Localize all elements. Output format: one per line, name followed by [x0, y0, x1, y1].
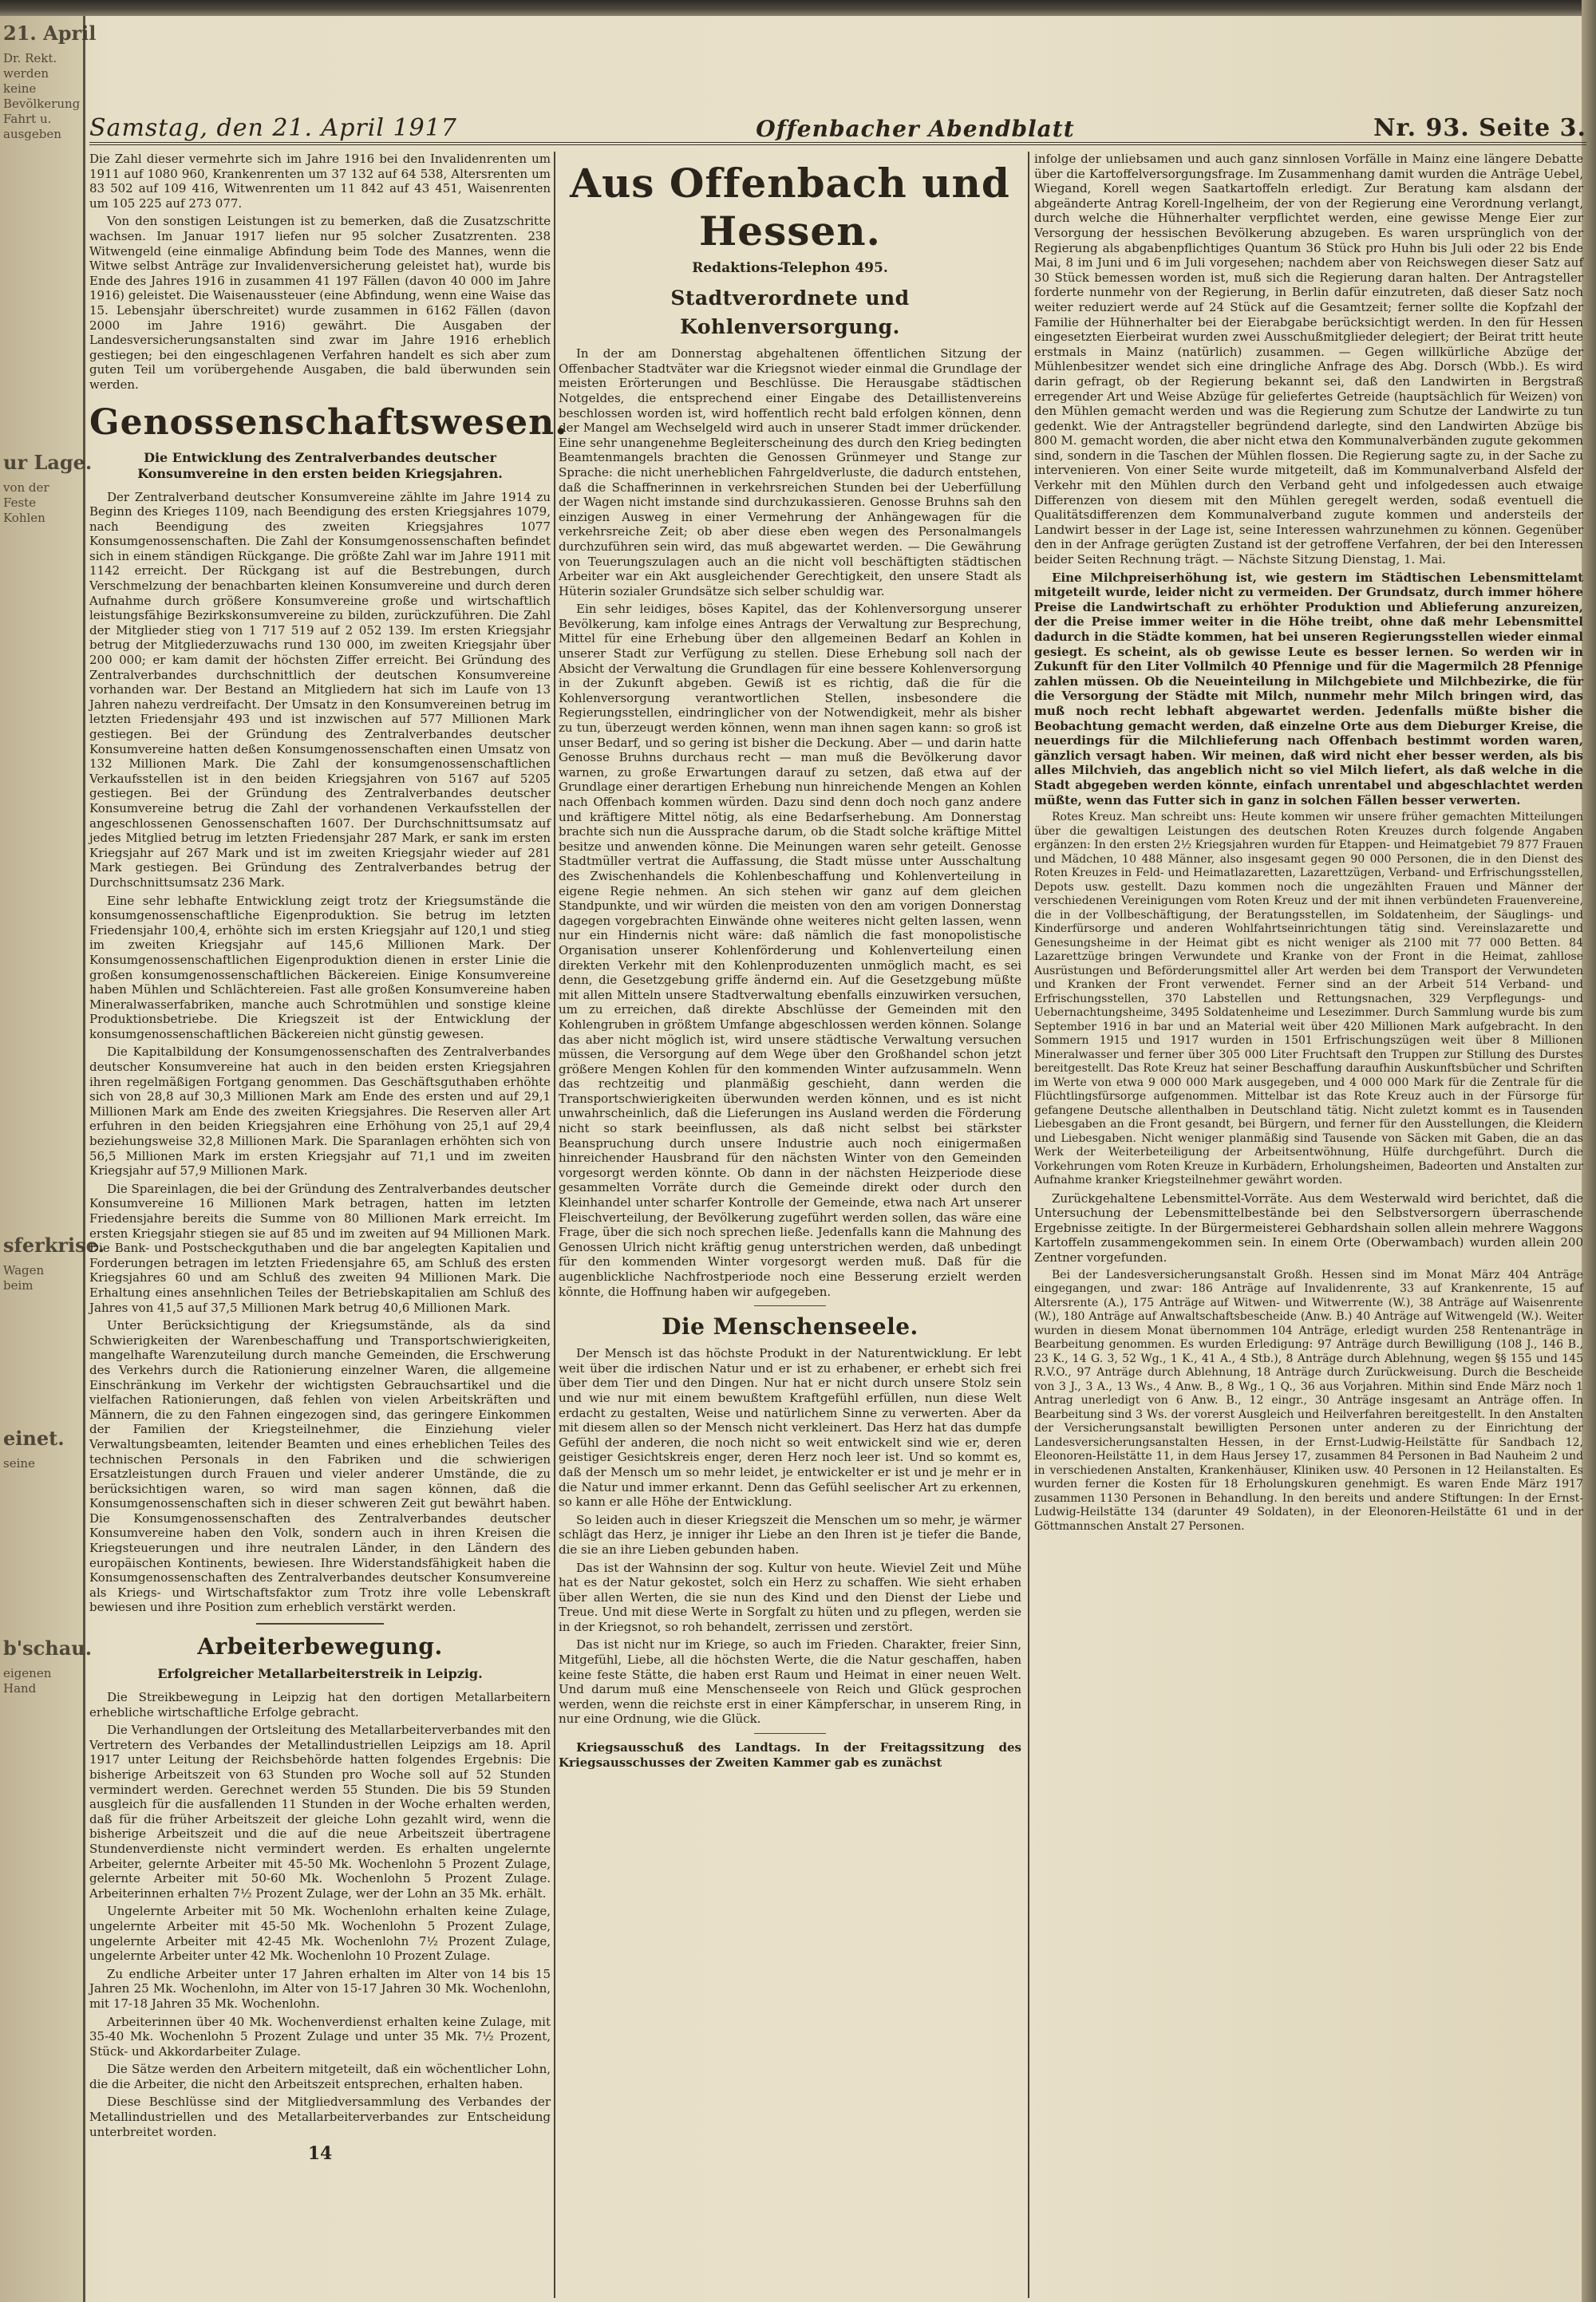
fragment-line: eigenen — [3, 1666, 52, 1680]
fragment-line: Kohlen — [3, 511, 45, 525]
scan-binding-edge — [1582, 0, 1596, 2302]
article-paragraph: Eine Milchpreiserhöhung ist, wie gestern im Städtischen Lebensmittelamt mitgeteilt wurde, leider nicht zu vermeiden. Der Grundsatz, durch immer höhere Preise die Landwirtschaft zu erhöhter Produktion und Ablieferung anzureizen, der die Preise immer weiter in die Höhe treibt, ohne daß mehr Lebensmittel dadurch in die Städte kommen, hat bei unseren Regierungsstellen wieder einmal gesiegt. Es scheint, als ob gewisse Leute es besser lernen. So werden wir in Zukunft für den Liter Vollmilch 40 Pfennige und für die Magermilch 28 Pfennige zahlen müssen. Ob die Neueinteilung in Milchgebiete und Milchbezirke, die für die Versorgung der Städte mit Milch, nunmehr mehr Milch bringen wird, das muß noch recht lebhaft abgewartet werden. Jedenfalls müßte bisher die Beobachtung gemacht werden, daß einzelne Orte aus dem Dieburger Kreise, die neuerdings für die Milchlieferung nach Offenbach bestimmt worden waren, gänzlich versagt haben. Wir meinen, daß wird nicht eher besser werden, als bis alles Milchvieh, das angeblich nicht so viel Milch liefert, als daß welche in die Stadt abgegeben werden könnte, einfach unrentabel und abgeschlachtet werden müßte, wenn das Futter sich in ganz in solchen Fällen besser verwerten. — [1034, 570, 1583, 807]
article-paragraph: Ein sehr leidiges, böses Kapitel, das der Kohlenversorgung unserer Bevölkerung, kam infolge eines Antrags der Verwaltung zur Besprechung, Mittel für eine Erhebung über den allgemeinen Bedarf an Kohlen in unserer Stadt zur Verfügung zu stellen. Diese Erhebung soll nach der Absicht der Verwaltung die Grundlagen für eine bessere Kohlenversorgung in der Zukunft abgeben. Gewiß ist es richtig, daß die für die Kohlenversorgung verantwortlichen Stellen, insbesondere die Regierungsstellen, eindringlicher von der Notwendigkeit, mehr als bisher zu tun, überzeugt werden können, wenn man ihnen sagen kann: so groß ist unser Bedarf, und so gering ist bisher die Deckung. Aber — und darin hatte Genosse Bruhns durchaus recht — man muß die Bevölkerung davor warnen, zu große Erwartungen darauf zu setzen, daß etwa auf der Grundlage einer derartigen Erhebung nun hinreichende Mengen an Kohlen nach Offenbach kommen würden. Dazu sind denn doch noch ganz andere und kräftigere Mittel nötig, als eine Bedarfserhebung. Am Donnerstag brachte sich nun die Aussprache darum, ob die Stadt solche kräftige Mittel besitze und anwenden könne. Die Meinungen waren sehr geteilt. Genosse Stadtmüller vertrat die Auffassung, die Stadt müsse unter Ausschaltung des Zwischenhandels die Kohlenbeschaffung und Kohlenverteilung in eigene Regie nehmen. An sich stehen wir ganz auf dem gleichen Standpunkte, und wir würden die meisten von den am vorigen Donnerstag dagegen vorgebrachten Einwände ohne weiteres nicht gelten lassen, wenn nur ein Hindernis nicht wäre: daß nämlich die fast monopolistische Organisation unserer Kohlenförderung und Kohlenverteilung einen direkten Verkehr mit den Kohlenproduzenten unmöglich macht, es sei denn, die Gesetzgebung griffe ändernd ein. Auf die Gesetzgebung müßte mit allen Mitteln unsere Stadtverwaltung ebenfalls einzuwirken versuchen, um zu erreichen, daß direkte Abschlüsse der Gemeinden mit den Kohlengruben in größtem Umfange abgeschlossen werden können. Solange das aber nicht möglich ist, wird unsere städtische Verwaltung versuchen müssen, die Versorgung auf dem Wege über den Großhandel schon jetzt größere Mengen Kohlen für den kommenden Winter aufzusammeln. Wenn das rechtzeitig und planmäßig geschieht, dann werden die Transportschwierigkeiten überwunden werden können, und es ist nicht unwahrscheinlich, daß die Lieferungen ins Ausland werden die Förderung nicht so stark beeinflussen, als daß nicht selbst bei stärkster Beanspruchung durch unsere Industrie auch noch einigermaßen hinreichender Hausbrand für den nächsten Winter von den Gemeinden vorgesorgt werden könnte. Ob dann in der nächsten Heizperiode diese gesammelten Vorräte durch die Gemeinde direkt oder durch den Kleinhandel unter scharfer Kontrolle der Gemeinde, etwa nach Art unserer Fleischverteilung, der Bevölkerung zugeführt werden sollen, das wäre eine Frage, über die sich noch sprechen ließe. Jedenfalls kann die Mahnung des Genossen Ulrich nicht kräftig genug unterstrichen werden, daß unbedingt für den kommenden Winter vorgesorgt werden muß. Daß für die augenblickliche Nachfrostperiode noch eine Besserung erzielt werden könnte, die Hoffnung haben wir aufgegeben. — [559, 602, 1021, 1299]
scan-top-edge — [0, 0, 1596, 16]
article-heading: Stadtverordnete und Kohlenversorgung. — [670, 286, 910, 339]
article-heading: Die Menschenseele. — [662, 1313, 918, 1341]
fragment-header: 21. April — [3, 22, 97, 45]
article-paragraph: Bei der Landesversicherungsanstalt Großh. Hessen sind im Monat März 404 Anträge eingegangen, und zwar: 186 Anträge auf Invalidenrente, 33 auf Krankenrente, 15 auf Altersrente (A.), 175 Anträge auf Witwen- und Witwerrente (W.), 38 Anträge auf Waisenrente (W.), 180 Anträge auf Anwaltschaftsbescheide (Anw. B.) 40 Anträge auf Witwengeld (W.). Weiter wurden in diesem Monat übernommen 104 Anträge, erledigt wurden 258 Rentenanträge in Bearbeitung genommen. Es wurden Erledigung: 97 Anträge durch Bewilligung (108 J., 146 B., 23 K., 14 G. 3, 52 Wg., 1 K., 41 A., 4 Stb.), 8 Anträge durch Ablehnung, wegen §§ 155 und 145 R.V.O., 97 Anträge durch Ablehnung, 18 Anträge durch Zurückweisung. Durch die Bescheide von 3 J., 3 A., 13 Ws., 4 Anw. B., 8 Wg., 1 Q., 36 aus Vorjahren. Mithin sind Ende März noch 1 Antrag unerledigt von 6 Anw. B., 12 eingr., 30 Anträge insgesamt an Anträge offen. In Bearbeitung sind 3 Ws. der vorerst Ausgleich und Heilverfahren bereitgestellt. In den Anstalten der Versicherungsanstalt bewilligten Personen unter anderen zu der Einrichtung der Landesversicherungsanstalten Hessen, in der Ernst-Ludwig-Heilstätte für Sandbach 12, Eleonoren-Heilstätte 11, in dem Haus Jersey 17, zusammen 84 Personen in Bad Nauheim 2 und in verschiedenen Anstalten, Krankenhäuser, Kliniken usw. 40 Personen in 12 Heilanstalten. Es wurden ferner die Kosten für 18 Erholungskuren genehmigt. Es waren Ende März 1917 zusammen 1130 Personen in Behandlung. In den bereits und andere Stiftungen: In der Ernst-Ludwig-Heilstätte 134 (darunter 49 Soldaten), in der Eleonoren-Heilstätte 61 und in der Göttmannschen Anstalt 27 Personen. — [1034, 1268, 1583, 1533]
column-footer-mark: 14 — [307, 2143, 333, 2165]
article-paragraph: Rotes Kreuz. Man schreibt uns: Heute kommen wir unsere früher gemachten Mitteilungen über die gewaltigen Leistungen des deutschen Roten Kreuzes durch folgende Angaben ergänzen: In den ersten 2½ Kriegsjahren wurden für Etappen- und Heimatgebiet 79 877 Frauen und Mädchen, 10 488 Männer, also insgesamt gegen 90 000 Personen, die in den Dienst des Roten Kreuzes in Feld- und Heimatlazaretten, Lazarettzügen, Verband- und Erfrischungsstellen, Depots usw. gestellt. Dazu kommen noch die ungezählten Frauen und Männer der verschiedenen Vereinigungen vom Roten Kreuz und der mit ihnen verbündeten Frauenvereine, die in der Vollbeschäftigung, der Beratungsstellen, im Soldatenheim, der Säuglings- und Kinderfürsorge und anderen Wohlfahrtseinrichtungen tätig sind. Vereinslazarette und Genesungsheime in der Heimat gibt es nicht weniger als 2100 mit 77 000 Betten. 84 Lazarettzüge bringen Verwundete und Kranke von der Front in die Heimat, zahllose Ausrüstungen und Beförderungsmittel aller Art werden bei dem Transport der Verwundeten und Kranken der Front verwendet. Ferner sind an der Arbeit 514 Verband- und Erfrischungsstellen, 370 Labstellen und Rettungsnachen, 329 Verpflegungs- und Uebernachtungsheime, 3495 Soldatenheime und Lesezimmer. Durch Sammlung wurde bis zum September 1916 in bar und an Material weit über 420 Millionen Mark aufgebracht. In den Sommern 1915 und 1917 wurden in 1501 Erfrischungszügen weit über 8 Millionen Mineralwasser und ferner über 305 000 Liter Fruchtsaft den Truppen zur Stillung des Durstes bereitgestellt. Das Rote Kreuz hat seiner Beschaffung daraufhin Auskunftsbücher und Schriften im Werte von etwa 9 000 000 Mark ausgegeben, und 4 000 000 Mark für die Zentrale für die Flüchtlingsfürsorge aufgenommen. Mittelbar ist das Rote Kreuz auch in der Fürsorge für gefangene Deutsche allenthalben in Deutschland tätig. Nicht zuletzt kommt es in Tausenden Liebesgaben an die Front gesandt, bei Bürgern, und ferner für den Ausstellungen, die Kleidern und Liebesgaben. Nicht weniger planmäßig sind Tausende von Säcken mit Gaben, die an das Werk der Weiterbeteiligung der Arbeitsentwöhnung, Hülfe durchgeführt. Durch die Vorkehrungen vom Roten Kreuze in Kurbädern, Erholungsheimen, Badeorten und Anstalten zur Aufnahme kranker Kriegsteilnehmer gewährt worden. — [1034, 811, 1583, 1187]
column-rule — [1028, 152, 1029, 2298]
fragment-heading: b'schau. — [3, 1637, 93, 1660]
article-paragraph: Arbeiterinnen über 40 Mk. Wochenverdienst erhalten keine Zulage, mit 35-40 Mk. Wochenlohn 5 Prozent Zulage und unter 35 Mk. 7½ Prozent, Stück- und Akkordarbeiter Zulage. — [89, 2014, 551, 2059]
page-masthead — [89, 107, 1586, 145]
section-divider — [754, 1305, 826, 1306]
fragment-line: keine — [3, 81, 37, 96]
article-paragraph: Kriegsausschuß des Landtags. In der Freitagssitzung des Kriegsausschusses der Zweiten Kammer gab es zunächst — [559, 1740, 1021, 1770]
article-subheading: Erfolgreicher Metallarbeiterstreik in Leipzig. — [157, 1666, 483, 1682]
article-paragraph: Die Sätze werden den Arbeitern mitgeteilt, daß ein wöchentlicher Lohn, die die Arbeiter, die nicht den Arbeitszeit entsprechen, erhalten haben. — [89, 2062, 551, 2091]
article-paragraph: Unter Berücksichtigung der Kriegsumstände, als da sind Schwierigkeiten der Warenbeschaffung und Transportschwierigkeiten, mangelhafte Warenzuteilung durch manche Gemeinden, die Erschwerung des Verkehrs durch die Rationierung einzelner Waren, die allgemeine Einschränkung im Verkehr der wichtigsten Gebrauchsartikel und die vielfachen Rationierungen, daß fehlen von vielen Arbeitskräften und Männern, die zu den Fahnen eingezogen sind, das geringere Einkommen der Familien der Kriegsteilnehmer, die Einziehung vieler Verwaltungsbeamten, leitender Beamten und eines erheblichen Teiles des technischen Personals in den Fabriken und die schwierigen Ersatzleistungen durch Frauen und vieler anderer Umstände, die zu berücksichtigen waren, so wird man sagen können, daß die Konsumgenossenschaften sich in dieser schweren Zeit gut bewährt haben. Die Konsumgenossenschaften des Zentralverbandes deutscher Konsumvereine haben den Volk, sondern auch in ihren Kreisen die Kriegsteuerungen und ihre neutralen Länder, in den Ländern des europäischen Kontinents, bewiesen. Ihre Widerstandsfähigkeit haben die Konsumgenossenschaften des Zentralverbandes deutscher Konsumvereine als Kriegs- und Wirtschaftsfaktor zum Trotz ihre volle Lebenskraft bewiesen und ihre Position zum erheblich verstärkt werden. — [89, 1318, 551, 1615]
article-paragraph: Der Zentralverband deutscher Konsumvereine zählte im Jahre 1914 zu Beginn des Krieges 1109, nach Beendigung des ersten Kriegsjahres 1079, nach Beendigung des zweiten Kriegsjahres 1077 Konsumgenossenschaften. Die Zahl der Konsumgenossenschaften befindet sich in einem ständigen Rückgange. Die größte Zahl war im Jahre 1911 mit 1142 erreicht. Der Rückgang ist auf die Bestrebungen, durch Verschmelzung der benachbarten kleinen Konsumvereine und durch deren Aufnahme durch größere Konsumvereine große und wirtschaftlich leistungsfähige Bezirkskonsumvereine zu bilden, zurückzuführen. Die Zahl der Mitglieder stieg von 1 717 519 auf 2 052 139. Im ersten Kriegsjahr betrug der Mitgliederzuwachs rund 130 000, im zweiten Kriegsjahr über 200 000; er kam damit der höchsten Ziffer erreicht. Bei Gründung des Zentralverbandes durchschnittlich der deutschen Konsumvereine vorhanden war. Der Bestand an Mitgliedern hat sich im Laufe von 13 Jahren nahezu verdreifacht. Der Umsatz in den Konsumvereinen betrug im letzten Friedensjahr 493 und ist inzwischen auf 577 Millionen Mark gestiegen. Bei der Gründung des Zentralverbandes deutscher Konsumvereine hatten deßen Konsumgenossenschaften einen Umsatz von 132 Millionen Mark. Die Zahl der konsumgenossenschaftlichen Verkaufsstellen ist in den beiden Kriegsjahren von 5167 auf 5205 gestiegen. Bei der Gründung des Zentralverbandes deutscher Konsumvereine betrug die Zahl der vorhandenen Verkaufsstellen der angeschlossenen Genossenschaften 1607. Der Durchschnittsumsatz auf jedes Mitglied betrug im letzten Friedensjahr 287 Mark, er sank im ersten Kriegsjahr auf 267 Mark und ist im zweiten Kriegsjahr wieder auf 281 Mark gestiegen. Bei Gründung des Zentralverbandes betrug der Durchschnittsumsatz 236 Mark. — [89, 489, 551, 890]
article-paragraph: Das ist nicht nur im Kriege, so auch im Frieden. Charakter, freier Sinn, Mitgefühl, Liebe, all die höchsten Werte, die die Natur geschaffen, haben keine feste Stätte, die haben erst Raum und Heimat in einer neuen Welt. Und darum muß eine Menschenseele von Reich und Glück gesprochen werden, wenn die reichste erst in einer Kämpferschar, in unserem Ring, in nur eine Ordnung, wie die Glück. — [559, 1637, 1021, 1727]
section-divider — [256, 1623, 384, 1625]
fragment-heading: sferkrise. — [3, 1234, 105, 1257]
article-paragraph: Das ist der Wahnsinn der sog. Kultur von heute. Wieviel Zeit und Mühe hat es der Natur gekostet, solch ein Herz zu schaffen. Wie sieht erhaben über allen Werten, die sie nun des Kind und den Dienst der Liebe und Treue. Und mit diese Werte in Sorgfalt zu hüten und zu pflegen, werden sie in der Kriegsnot, so roh behandelt, zerrissen und zerstört. — [559, 1560, 1021, 1634]
fragment-line: ausgeben — [3, 127, 61, 141]
article-paragraph: Ungelernte Arbeiter mit 50 Mk. Wochenlohn erhalten keine Zulage, ungelernte Arbeiter mit 45-50 Mk. Wochenlohn 5 Prozent Zulage, ungelernte Arbeiter mit 42-45 Mk. Wochenlohn 7½ Prozent Zulage, ungelernte Arbeiter unter 42 Mk. Wochenlohn 10 Prozent Zulage. — [89, 1904, 551, 1964]
fragment-line: Bevölkerung — [3, 97, 81, 111]
fragment-heading: einet. — [3, 1427, 65, 1450]
article-paragraph: Die Streikbewegung in Leipzig hat den dortigen Metallarbeitern erhebliche wirtschaftliche Erfolge gebracht. — [89, 1690, 551, 1720]
article-paragraph: Der Mensch ist das höchste Produkt in der Naturentwicklung. Er lebt weit über die irdischen Natur und er ist zu erhabener, er erhebt sich frei über dem Tier und den Dingen. Nur hat er nicht durch unsere Stolz sein und wie nur mit einem bewußtem Kraftgefühl erfüllen, nun diese Welt erdacht zu gestalten, Weise und natürlichem Sinne zu verwerten. Aber da mit diesem allen so der Mensch nicht verkleinert. Das Herz hat das dumpfe Gefühl der anderen, die noch nicht so weit entwickelt sind wie er, deren geistiger Gesichtskreis enger, deren Herz noch leer ist. Und so kommt es, daß der Mensch um so mehr leidet, je entwickelter er ist und je mehr er in die Natur und immer erkannt. Denn das Gefühl seelischer Art zu erkennen, so kann er alle Höhe der Entwicklung. — [559, 1346, 1021, 1510]
article-paragraph: In der am Donnerstag abgehaltenen öffentlichen Sitzung der Offenbacher Stadtväter war die Kriegsnot wieder einmal die Grundlage der meisten Erörterungen und Beschlüsse. Die Herausgabe städtischen Notgeldes, die entsprechend einer Eingabe des Detaillistenvereins beschlossen worden ist, wird hoffentlich recht bald erfolgen können, denn der Mangel am Wechselgeld wird auch in unserer Stadt immer drückender. Eine sehr unangenehme Begleiterscheinung des durch den Krieg bedingten Beamtenmangels brachten die Genossen Grünmeyer und Stange zur Sprache: die nicht unerheblichen Fahrgeldverluste, die dadurch entstehen, daß die Schaffnerinnen in verkehrsreichen Stunden bei der Ueberfüllung der Wagen nicht imstande sind durchzukassieren. Genosse Bruhns sah den einzigen Ausweg in einer Vermehrung der Anhängewagen für die verkehrsreiche Zeit; ob aber diese eben wegen des Personalmangels durchzuführen sein wird, das muß abgewartet werden. — Die Gewährung von Teuerungszulagen auch an die nicht voll beschäftigten städtischen Arbeiter war ein Akt ausgleichender Gerechtigkeit, den unsere Stadt als Hüterin sozialer Grundsätze sich selber schuldig war. — [559, 346, 1021, 598]
article-paragraph: infolge der unliebsamen und auch ganz sinnlosen Vorfälle in Mainz eine längere Debatte über die Kartoffelversorgungsfrage. Im Zusammenhang damit wurden die Anträge Uebel, Wiegand, Korell wegen Saatkartoffeln erledigt. Zur Beratung kam alsdann der abgeänderte Antrag Korell-Ingelheim, der von der Regierung eine Verordnung verlangt, durch welche die Hühnerhalter verpflichtet werden, eine gewisse Menge Eier zur Versorgung der hessischen Bevölkerung abzugeben. Es waren ursprünglich von der Regierung als abgabenpflichtiges Quantum 36 Stück pro Huhn bis Juli oder 22 bis Ende Mai, 8 im Juni und 6 im Juli vorgesehen; nachdem aber von Reichswegen dieser Satz auf 30 Stück bemessen worden ist, muß sich die Regierung daran halten. Der Antragsteller forderte nunmehr von der Regierung, in Berlin dafür einzutreten, daß dieser Satz noch weiter reduziert werde auf 24 Stück auf die Gesamtzeit; ferner sollte die Kopfzahl der Familie der Hühnerhalter bei der Eierabgabe berücksichtigt werden. In den für Hessen eingesetzten Eierbeirat wurden zwei Ausschußmitglieder delegiert; der Beirat tritt heute erstmals in Mainz (natürlich) zusammen. — Gegen willkürliche Abzüge der Mühlenbesitzer wendet sich eine dringliche Anfrage des Abg. Dorsch (Wbb.). Es wird darin gefragt, ob der Regierung bekannt sei, daß den Landwirten in Bergstraß erregender Art und Weise Abzüge für geliefertes Getreide (hauptsächlich für Weizen) von den Mühlen gemacht werden und was die Regierung zum Schutze der Landwirte zu tun gedenkt. Wie der Antragsteller begründend darlegte, sind den Landwirten Abzüge bis 800 M. gemacht worden, die aber nicht etwa den Kommunalverbänden zugute gekommen sind, sondern in die Taschen der Mühlen flossen. Die Regierung sagte zu, in der Sache zu intervenieren. Von einer Seite wurde mitgeteilt, daß im Kommunalverband Alsfeld der Verkehr mit den Mühlen durch den Verband geht und infolgedessen auch etwaige Differenzen von diesem mit den Mühlen geregelt werden, sodaß eventuell die Qualitätsdifferenzen dem Kommunalverband zugute kommen und andersteils der Landwirt besser in der Lage ist, seine Interessen wahrzunehmen zu können. Gegenüber den in der Anfrage gerügten Zustand ist der getroffene Verfahren, der bei den Interessen beider Seiten Rechnung trägt. — Nächste Sitzung Dienstag, 1. Mai. — [1034, 152, 1583, 567]
article-paragraph: Von den sonstigen Leistungen ist zu bemerken, daß die Zusatzschritte wachsen. Im Januar 1917 liefen nur 95 solcher Zusatzrenten. 238 Witwengeld (eine einmalige Abfindung beim Tode des Mannes, wenn die Witwe selbst Anträge zur Invalidenversicherung geleistet hat), wurde bis Ende des Jahres 1916 in zusammen 41 197 Fällen (davon 40 000 im Jahre 1916) geleistet. Die Waisenaussteuer (eine Abfindung, wenn eine Waise das 15. Lebensjahr überschreitet) wurde zusammen in 6162 Fällen (davon 2000 im Jahre 1916) gewährt. Die Ausgaben der Landesversicherungsanstalten sind zwar im Jahre 1916 erheblich gestiegen; bei den eingeschlagenen Verfahren handelt es sich aber zum guten Teil um vorübergehende Ausgaben, die bald überwunden sein werden. — [89, 214, 551, 392]
section-heading-arbeiterbewegung: Arbeiterbewegung. — [197, 1633, 443, 1660]
issue-number: Nr. 93. Seite 3. — [1373, 114, 1586, 142]
article-subheading: Die Entwicklung des Zentralverbandes deutscher Konsumvereine in den ersten beiden Kriegsjahren. — [137, 449, 503, 481]
section-heading-offenbach: Aus Offenbach und Hessen. — [570, 160, 1010, 255]
article-paragraph: Die Kapitalbildung der Konsumgenossenschaften des Zentralverbandes deutscher Konsumvereine hat auch in den beiden ersten Kriegsjahren ihren regelmäßigen Fortgang genommen. Das Geschäftsguthaben erhöhte sich von 28,8 auf 30,3 Millionen Mark am Ende des ersten und auf 29,1 Millionen Mark am Ende des zweiten Kriegsjahres. Die Reserven aller Art erfuhren in den beiden Kriegsjahren eine Erhöhung von 25,1 auf 29,4 beziehungsweise 32,8 Millionen Mark. Die Sparanlagen erhöhten sich von 56,5 Millionen Mark im ersten Kriegsjahr auf 71,1 und im zweiten Kriegsjahr auf 57,9 Millionen Mark. — [89, 1044, 551, 1179]
fragment-line: Dr. Rekt. — [3, 51, 57, 65]
fragment-line: Hand — [3, 1681, 37, 1696]
fragment-line: von der — [3, 480, 49, 495]
column-left — [89, 152, 568, 2298]
fragment-line: Wagen — [3, 1263, 45, 1277]
editorial-telephone: Redaktions-Telephon 495. — [692, 260, 888, 276]
article-paragraph: So leiden auch in dieser Kriegszeit die Menschen um so mehr, je wärmer schlägt das Herz, je inniger ihr Liebe an den Ihren ist je tiefer die Bande, die sie an ihre Lieben gebunden haben. — [559, 1512, 1021, 1557]
article-paragraph: Eine sehr lebhafte Entwicklung zeigt trotz der Kriegsumstände die konsumgenossenschaftliche Eigenproduktion. Sie betrug im letzten Friedensjahr 100,4, erhöhte sich im ersten Kriegsjahr auf 120,1 und stieg im zweiten Kriegsjahr auf 145,6 Millionen Mark. Der Konsumgenossenschaftlichen Eigenproduktion dienen in erster Linie die großen konsumgenossenschaftlichen Bäckereien. Einige Konsumvereine haben Mühlen und Schlächtereien. Fast alle großen Konsumvereine haben Mineralwasserfabriken, manche auch Schrotmühlen und sonstige kleine Produktionsbetriebe. Die Kriegszeit ist der Entwicklung der konsumgenossenschaftlichen Bäckereien nicht günstig gewesen. — [89, 893, 551, 1041]
column-right — [1034, 152, 1583, 2298]
fragment-line: Feste — [3, 496, 37, 510]
article-paragraph: Zu endliche Arbeiter unter 17 Jahren erhalten im Alter von 14 bis 15 Jahren 25 Mk. Wochenlohn, im Alter von 15-17 Jahren 30 Mk. Wochenlohn, mit 17-18 Jahren 35 Mk. Wochenlohn. — [89, 1966, 551, 2011]
fragment-heading: ur Lage. — [3, 451, 93, 474]
fragment-line: werden — [3, 66, 49, 81]
article-paragraph: Diese Beschlüsse sind der Mitgliedversammlung des Verbandes der Metallindustriellen und des Metallarbeiterverbandes zur Entscheidung unterbreitet worden. — [89, 2095, 551, 2139]
previous-page-fragment — [0, 16, 105, 2302]
paper-title: Offenbacher Abendblatt — [756, 116, 1075, 142]
article-paragraph: Die Verhandlungen der Ortsleitung des Metallarbeiterverbandes mit den Vertretern des Verbandes der Metallindustriellen Leipzigs am 18. April 1917 unter Leitung der Reichsbehörde hatten folgendes Ergebnis: Die bisherige Arbeitszeit von 63 Stunden pro Woche soll auf 52 Stunden vermindert werden. Gerechnet werden 55 Stunden. Die bis 59 Stunden ausgleich für die ausfallenden 11 Stunden in der Woche erhalten werden, daß für die früher Arbeitszeit der gleiche Lohn gezahlt wird, wenn die bisherige Arbeitszeit und die auf die neue Arbeitszeit übertragene Stundenverdienste nicht vermindert werden. Es erhalten ungelernte Arbeiter, gelernte Arbeiter mit 45-50 Mk. Wochenlohn 5 Prozent Zulage, gelernte Arbeiter mit 50-60 Mk. Wochenlohn 5 Prozent Zulage. Arbeiterinnen erhalten 7½ Prozent Zulage, wer der Lohn an 35 Mk. erhält. — [89, 1723, 551, 1901]
section-heading-genossenschaft: Genossenschaftswesen. — [89, 401, 568, 443]
article-paragraph: Die Zahl dieser vermehrte sich im Jahre 1916 bei den Invalidenrenten um 1911 auf 1080 960, Krankenrenten um 37 132 auf 64 538, Altersrenten um 83 502 auf 109 416, Witwenrenten um 11 842 auf 43 451, Waisenrenten um 105 225 auf 273 077. — [89, 152, 551, 211]
fragment-line: seine — [3, 1456, 35, 1471]
article-paragraph: Zurückgehaltene Lebensmittel-Vorräte. Aus dem Westerwald wird berichtet, daß die Untersuchung der Lebensmittelbestände bei den Selbstversorgern überraschende Ergebnisse zeitigte. In der Bürgermeisterei Gebhardshain sollen allein mehrere Waggons Kartoffeln zusammengekommen sein. In einem Orte (Oberwambach) wurden allein 200 Zentner vorgefunden. — [1034, 1190, 1583, 1265]
fragment-line: Fahrt u. — [3, 112, 52, 126]
section-divider — [754, 1733, 826, 1734]
article-paragraph: Die Spareinlagen, die bei der Gründung des Zentralverbandes deutscher Konsumvereine 16 Millionen Mark betragen, hatten im letzten Friedensjahre bereits die Summe von 80 Millionen Mark erreicht. Im ersten Kriegsjahr stiegen sie auf 85 und im zweiten auf 94 Millionen Mark. Die Bank- und Postscheckguthaben und die bar angelegten Kapitalien und Forderungen betragen im letzten Friedensjahre 65, am Schluß des ersten Kriegsjahres 60 und am Schluß des zweiten 94 Millionen Mark. Die Erhaltung eines ansehnlichen Teiles der Betriebskapitalien am Schluß des Jahres von 41,5 auf 37,5 Millionen Mark betrug 40,6 Millionen Mark. — [89, 1181, 551, 1315]
column-middle — [559, 152, 1021, 2298]
fragment-line: beim — [3, 1278, 34, 1293]
issue-date: Samstag, den 21. April 1917 — [89, 114, 457, 142]
column-rule — [554, 152, 555, 2298]
